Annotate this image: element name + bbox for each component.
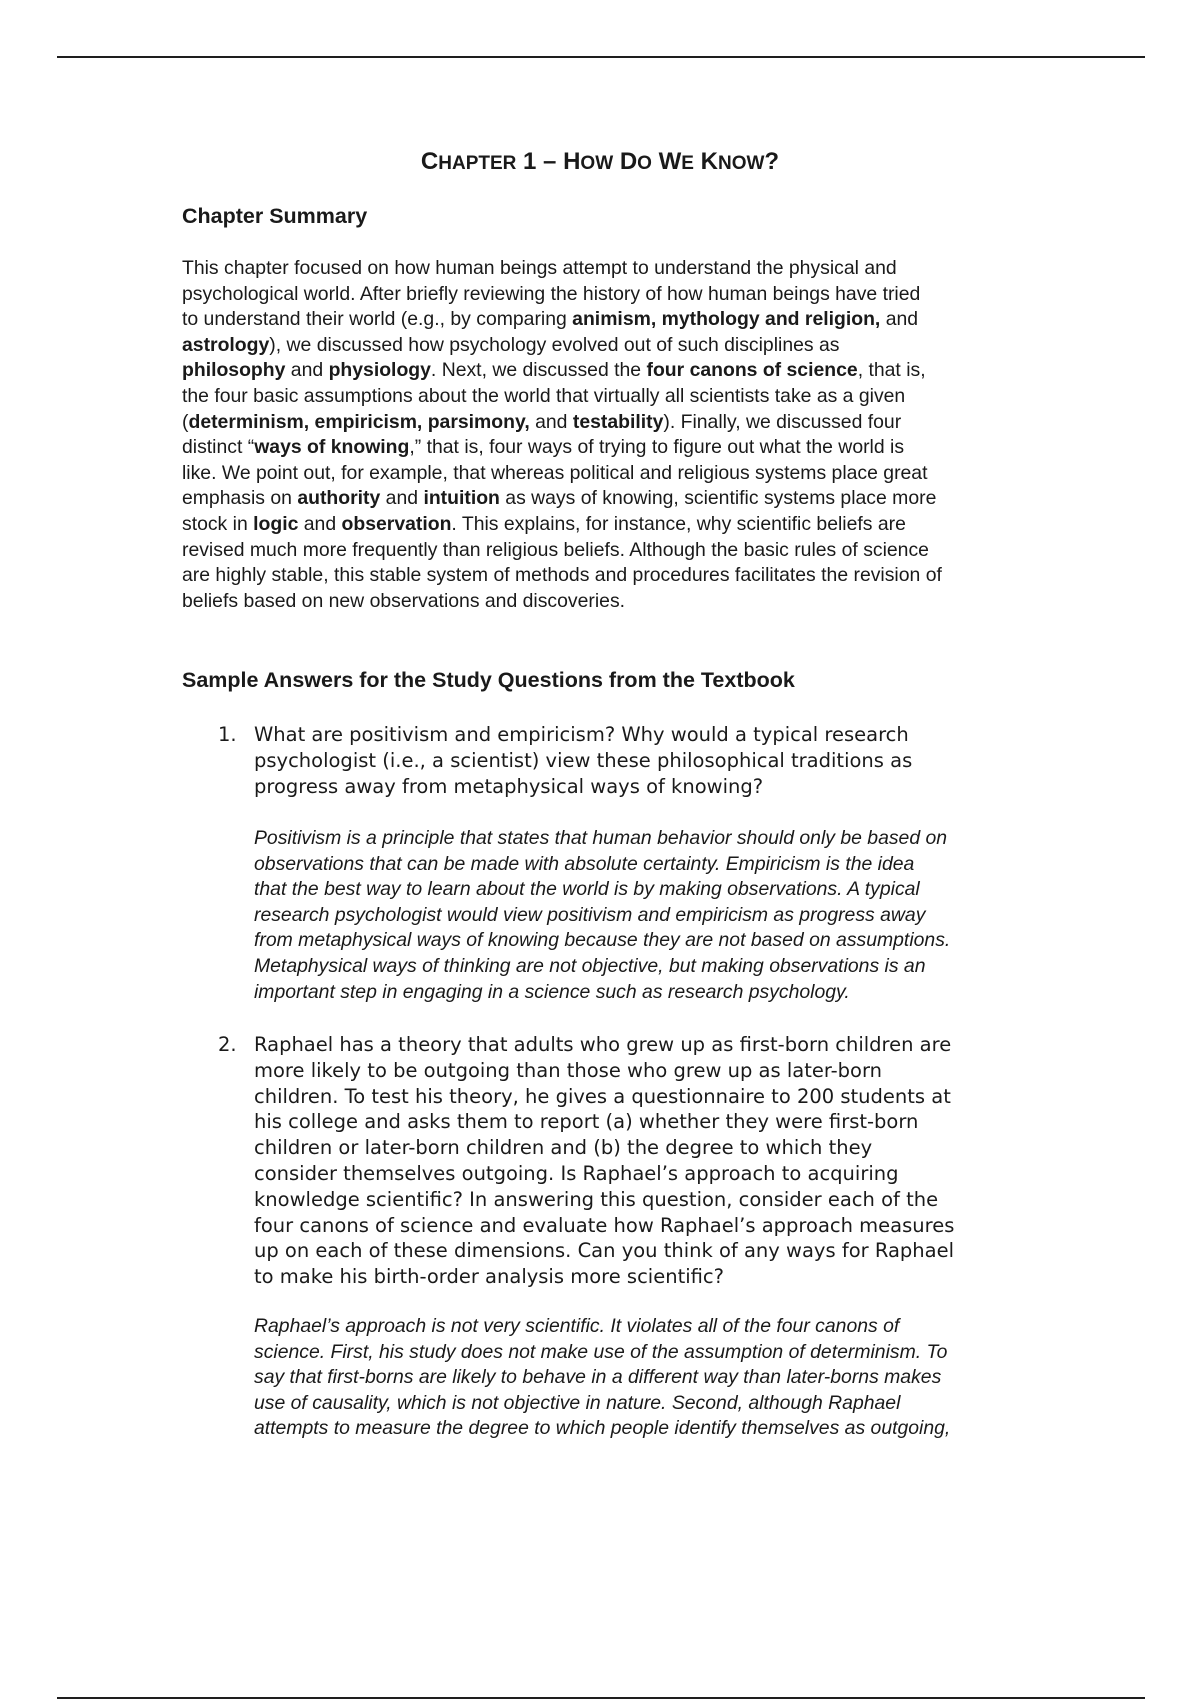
text-run: and xyxy=(529,410,573,433)
bold-term: authority xyxy=(297,487,381,510)
bold-term: determinism, empiricism, parsimony, xyxy=(188,410,530,433)
bold-term: observation xyxy=(341,512,452,535)
summary-line xyxy=(182,256,1062,282)
question-line: four canons of science and evaluate how Raphael’s approach measures xyxy=(254,1213,955,1237)
question-line: children. To test his theory, he gives a questionnaire to 200 students at xyxy=(254,1084,951,1108)
title-smallcaps: E xyxy=(681,153,694,174)
title-letter: K xyxy=(700,148,718,175)
text-run: , that is, xyxy=(857,359,926,382)
bold-term: astrology xyxy=(182,333,270,356)
text-run: like. We point out, for example, that whereas political and religious systems place great xyxy=(182,461,928,484)
question-line: more likely to be outgoing than those who grew up as later-born xyxy=(254,1058,882,1082)
answer-line: research psychologist would view positivism and empiricism as progress away xyxy=(254,903,926,926)
title-smallcaps: HAPTER xyxy=(438,153,517,174)
title-text: 1 – xyxy=(516,148,564,175)
summary-line xyxy=(182,538,1062,564)
summary-line xyxy=(182,589,1062,615)
bold-term: intuition xyxy=(423,487,500,510)
answer-line: important step in engaging in a science such as research psychology. xyxy=(254,980,850,1003)
chapter-title xyxy=(0,148,1200,176)
question-line: progress away from metaphysical ways of knowing? xyxy=(254,774,764,798)
title-letter: C xyxy=(420,148,439,175)
answer-line: Raphael’s approach is not very scientific. It violates all of the four canons of xyxy=(254,1315,900,1337)
summary-line xyxy=(182,282,1062,308)
title-smallcaps: OW xyxy=(580,153,614,174)
summary-line xyxy=(182,486,1062,512)
header-rule xyxy=(57,56,1145,58)
answer-line: science. First, his study does not make use of the assumption of determinism. To xyxy=(254,1340,948,1363)
summary-line xyxy=(182,384,1062,410)
bold-term: physiology xyxy=(328,359,431,382)
text-run: distinct “ xyxy=(182,436,255,459)
text-run: . Next, we discussed the xyxy=(430,359,647,382)
text-run: beliefs based on new observations and discoveries. xyxy=(182,589,626,612)
bold-term: ways of knowing xyxy=(254,436,410,459)
text-run: and xyxy=(285,359,329,382)
title-text: ? xyxy=(764,148,780,175)
question-line: his college and asks them to report (a) whether they were first-born xyxy=(254,1110,919,1134)
text-run: psychological world. After briefly reviewing the history of how human beings have tried xyxy=(182,282,921,305)
answer-line: use of causality, which is not objective in nature. Second, although Raphael xyxy=(254,1391,901,1414)
answer-line: Metaphysical ways of thinking are not objective, but making observations is an xyxy=(254,954,926,977)
summary-line xyxy=(182,333,1062,359)
text-run: ). Finally, we discussed four xyxy=(663,410,902,433)
question-line: knowledge scientific? In answering this question, consider each of the xyxy=(254,1187,939,1211)
title-text xyxy=(694,148,701,175)
summary-line xyxy=(182,435,1062,461)
title-smallcaps: NOW xyxy=(717,153,765,174)
title-letter: D xyxy=(619,148,638,175)
answer-line: that the best way to learn about the world is by making observations. A typical xyxy=(254,878,920,901)
sample-answers-heading: Sample Answers for the Study Questions from the Textbook xyxy=(182,668,795,692)
text-run: . This explains, for instance, why scientific beliefs are xyxy=(451,512,906,535)
answer-2 xyxy=(254,1314,1084,1442)
question-2 xyxy=(218,1032,1098,1290)
text-run: the four basic assumptions about the world that virtually all scientists take as a given xyxy=(182,384,906,407)
question-number: 1. xyxy=(218,723,237,746)
question-line: consider themselves outgoing. Is Raphael’s approach to acquiring xyxy=(254,1161,899,1185)
question-line: What are positivism and empiricism? Why would a typical research xyxy=(254,723,909,746)
bold-term: four canons of science xyxy=(646,359,858,382)
chapter-summary-heading: Chapter Summary xyxy=(182,204,368,228)
title-smallcaps: O xyxy=(637,153,652,174)
text-run: and xyxy=(880,308,919,331)
question-line: children or later-born children and (b) the degree to which they xyxy=(254,1136,873,1160)
text-run: as ways of knowing, scientific systems place more xyxy=(499,487,937,510)
bold-term: philosophy xyxy=(182,359,286,382)
title-letter: W xyxy=(658,148,682,175)
text-run: ( xyxy=(182,410,189,433)
title-text xyxy=(613,148,620,175)
summary-line xyxy=(182,461,1062,487)
answer-line: observations that can be made with absolute certainty. Empiricism is the idea xyxy=(254,852,915,875)
answer-1 xyxy=(254,826,1084,1005)
bold-term: testability xyxy=(572,410,664,433)
answer-line: say that first-borns are likely to behave in a different way than later-borns makes xyxy=(254,1366,942,1389)
question-line: up on each of these dimensions. Can you think of any ways for Raphael xyxy=(254,1239,955,1263)
question-line: to make his birth-order analysis more scientific? xyxy=(254,1265,724,1289)
text-run: This chapter focused on how human beings attempt to understand the physical and xyxy=(182,257,897,279)
summary-line xyxy=(182,358,1062,384)
text-run: stock in xyxy=(182,512,254,535)
answer-line: Positivism is a principle that states that human behavior should only be based on xyxy=(254,827,948,849)
summary-line xyxy=(182,410,1062,436)
chapter-summary-paragraph xyxy=(182,256,1062,614)
answer-line: attempts to measure the degree to which people identify themselves as outgoing, xyxy=(254,1417,951,1440)
footer-rule xyxy=(57,1697,1145,1699)
text-run: to understand their world (e.g., by comparing xyxy=(182,308,573,331)
question-1 xyxy=(218,722,1098,799)
title-letter: H xyxy=(563,148,581,175)
summary-line xyxy=(182,307,1062,333)
question-line: Raphael has a theory that adults who grew up as first-born children are xyxy=(254,1033,952,1056)
question-line: psychologist (i.e., a scientist) view these philosophical traditions as xyxy=(254,748,913,772)
text-run: and xyxy=(298,512,342,535)
title-text xyxy=(652,148,659,175)
text-run: revised much more frequently than religious beliefs. Although the basic rules of science xyxy=(182,538,929,561)
text-run: emphasis on xyxy=(182,487,298,510)
text-run: are highly stable, this stable system of methods and procedures facilitates the revision of xyxy=(182,564,942,587)
summary-line xyxy=(182,512,1062,538)
text-run: ), we discussed how psychology evolved out of such disciplines as xyxy=(269,333,840,356)
text-run: ,” that is, four ways of trying to figure out what the world is xyxy=(409,436,905,459)
answer-line: from metaphysical ways of knowing because they are not based on assumptions. xyxy=(254,929,951,952)
summary-line xyxy=(182,563,1062,589)
text-run: and xyxy=(380,487,424,510)
question-number: 2. xyxy=(218,1033,237,1056)
bold-term: animism, mythology and religion, xyxy=(572,308,881,331)
bold-term: logic xyxy=(253,512,299,535)
